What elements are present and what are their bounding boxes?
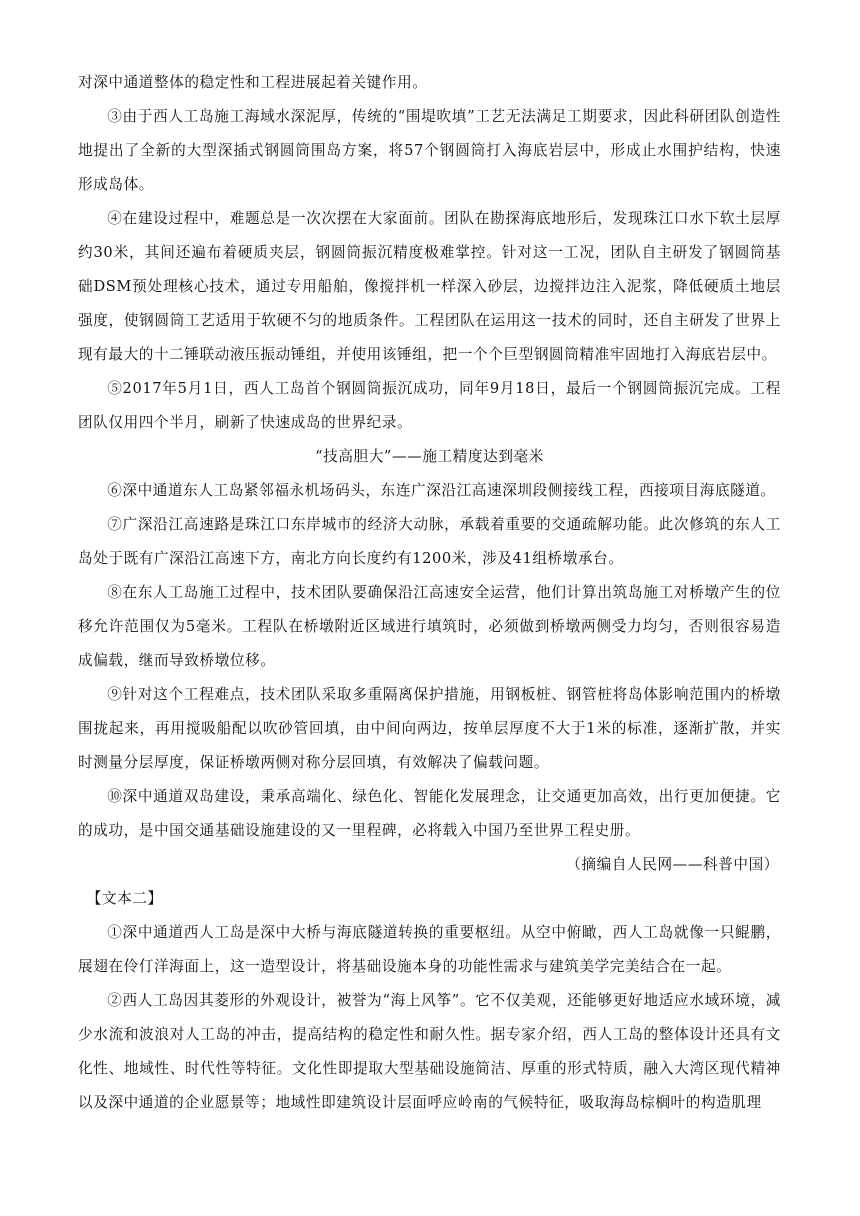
paragraph-6: ⑥深中通道东人工岛紧邻福永机场码头，东连广深沿江高速深圳段侧接线工程，西接项目海底隧道。	[107, 482, 776, 499]
source-citation: （摘编自人民网——科普中国）	[566, 856, 779, 873]
text-two-label: 【文本二】	[86, 890, 163, 907]
paragraph-7: ⑦广深沿江高速路是珠江口东岸城市的经济大动脉，承载着重要的交通疏解功能。此次修筑的东人工岛处于既有广深沿江高速下方，南北方向长度约有1200米，涉及41组桥墩承台。	[78, 516, 781, 567]
section-subtitle: “技高胆大”——施工精度达到毫米	[315, 448, 544, 465]
text-two-paragraph-2: ②西人工岛因其菱形的外观设计，被誉为“海上风筝”。它不仅美观，还能够更好地适应水域环境，减少水流和波浪对人工岛的冲击，提高结构的稳定性和耐久性。据专家介绍，西人工岛的整体设计还具有文化性、地域性、时代性等特征。文化性即提取大型基础设施简洁、厚重的形式特质，融入大湾区现代精神以及深中通道的企业愿景等；地域性即建筑设计层面呼应岭南的气候特征，吸取海岛棕榈叶的构造肌理	[78, 992, 781, 1111]
document-page	[78, 66, 781, 1120]
paragraph-5: ⑤2017年5月1日，西人工岛首个钢圆筒振沉成功，同年9月18日，最后一个钢圆筒振沉完成。工程团队仅用四个半月，刷新了快速成岛的世界纪录。	[78, 380, 781, 431]
paragraph-3: ③由于西人工岛施工海域水深泥厚，传统的“围堤吹填”工艺无法满足工期要求，因此科研团队创造性地提出了全新的大型深插式钢圆筒围岛方案，将57个钢圆筒打入海底岩层中，形成止水围护结构，快速形成岛体。	[78, 108, 781, 193]
paragraph-10: ⑩深中通道双岛建设，秉承高端化、绿色化、智能化发展理念，让交通更加高效，出行更加便捷。它的成功，是中国交通基础设施建设的又一里程碑，必将载入中国乃至世界工程史册。	[78, 788, 781, 839]
paragraph-9: ⑨针对这个工程难点，技术团队采取多重隔离保护措施，用钢板桩、钢管桩将岛体影响范围内的桥墩围拢起来，再用搅吸船配以吹砂管回填，由中间向两边，按单层厚度不大于1米的标准，逐渐扩散，并实时测量分层厚度，保证桥墩两侧对称分层回填，有效解决了偏载问题。	[78, 686, 781, 771]
paragraph-continuation: 对深中通道整体的稳定性和工程进展起着关键作用。	[78, 74, 428, 91]
paragraph-8: ⑧在东人工岛施工过程中，技术团队要确保沿江高速安全运营，他们计算出筑岛施工对桥墩产生的位移允许范围仅为5毫米。工程队在桥墩附近区域进行填筑时，必须做到桥墩两侧受力均匀，否则很容易造成偏载，继而导致桥墩位移。	[78, 584, 781, 669]
paragraph-4: ④在建设过程中，难题总是一次次摆在大家面前。团队在勘探海底地形后，发现珠江口水下软土层厚约30米，其间还遍布着硬质夹层，钢圆筒振沉精度极难掌控。针对这一工况，团队自主研发了钢圆筒基础DSM预处理核心技术，通过专用船舶，像搅拌机一样深入砂层，边搅拌边注入泥浆，降低硬质土地层强度，使钢圆筒工艺适用于软硬不匀的地质条件。工程团队在运用这一技术的同时，还自主研发了世界上现有最大的十二锤联动液压振动锤组，并使用该锤组，把一个个巨型钢圆筒精准牢固地打入海底岩层中。	[78, 210, 781, 363]
text-two-paragraph-1: ①深中通道西人工岛是深中大桥与海底隧道转换的重要枢纽。从空中俯瞰，西人工岛就像一只鲲鹏，展翅在伶仃洋海面上，这一造型设计，将基础设施本身的功能性需求与建筑美学完美结合在一起。	[78, 924, 781, 975]
